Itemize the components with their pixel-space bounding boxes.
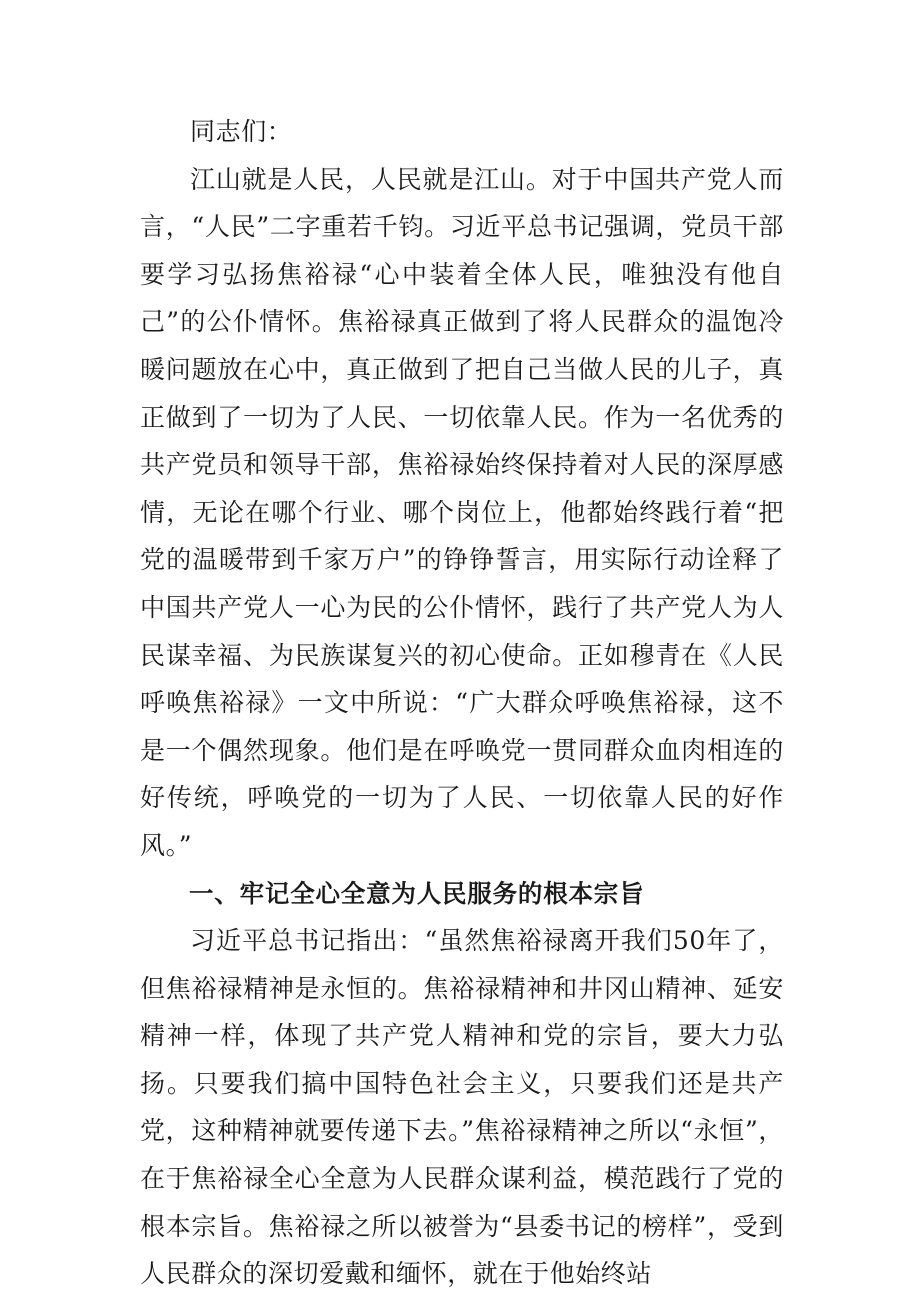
salutation: 同志们： [190,117,293,146]
intro-paragraph: 江山就是人民，人民就是江山。对于中国共产党人而言，“人民”二字重若千钧。习近平总书记强调，党员干部要学习弘扬焦裕禄“心中装着全体人民，唯独没有他自己”的公仆情怀。焦裕禄真正做到了将人民群众的温饱冷暖问题放在心中，真正做到了把自己当做人民的儿子，真正做到了一切为了人民、一切依靠人民。作为一名优秀的共产党员和领导干部，焦裕禄始终保持着对人民的深厚感情，无论在哪个行业、哪个岗位上，他都始终践行着“把党的温暖带到千家万户”的铮铮誓言，用实际行动诠释了中国共产党人一心为民的公仆情怀，践行了共产党人为人民谋幸福、为民族谋复兴的初心使命。正如穆青在《人民呼唤焦裕禄》一文中所说：“广大群众呼唤焦裕禄，这不是一个偶然现象。他们是在呼唤党一贯同群众血肉相连的好传统，呼唤党的一切为了人民、一切依靠人民的好作风。” [140,164,784,860]
section-paragraph: 习近平总书记指出：“虽然焦裕禄离开我们50年了，但焦裕禄精神是永恒的。焦裕禄精神和井冈山精神、延安精神一样，体现了共产党人精神和党的宗旨，要大力弘扬。只要我们搞中国特色社会主义，只要我们还是共产党，这种精神就要传递下去。”焦裕禄精神之所以“永恒”，在于焦裕禄全心全意为人民群众谋利益，模范践行了党的根本宗旨。焦裕禄之所以被誉为“县委书记的榜样”，受到人民群众的深切爱戴和缅怀，就在于他始终站 [140,926,784,1289]
document-body [140,108,784,1298]
section-heading: 一、牢记全心全意为人民服务的根本宗旨 [189,878,645,908]
